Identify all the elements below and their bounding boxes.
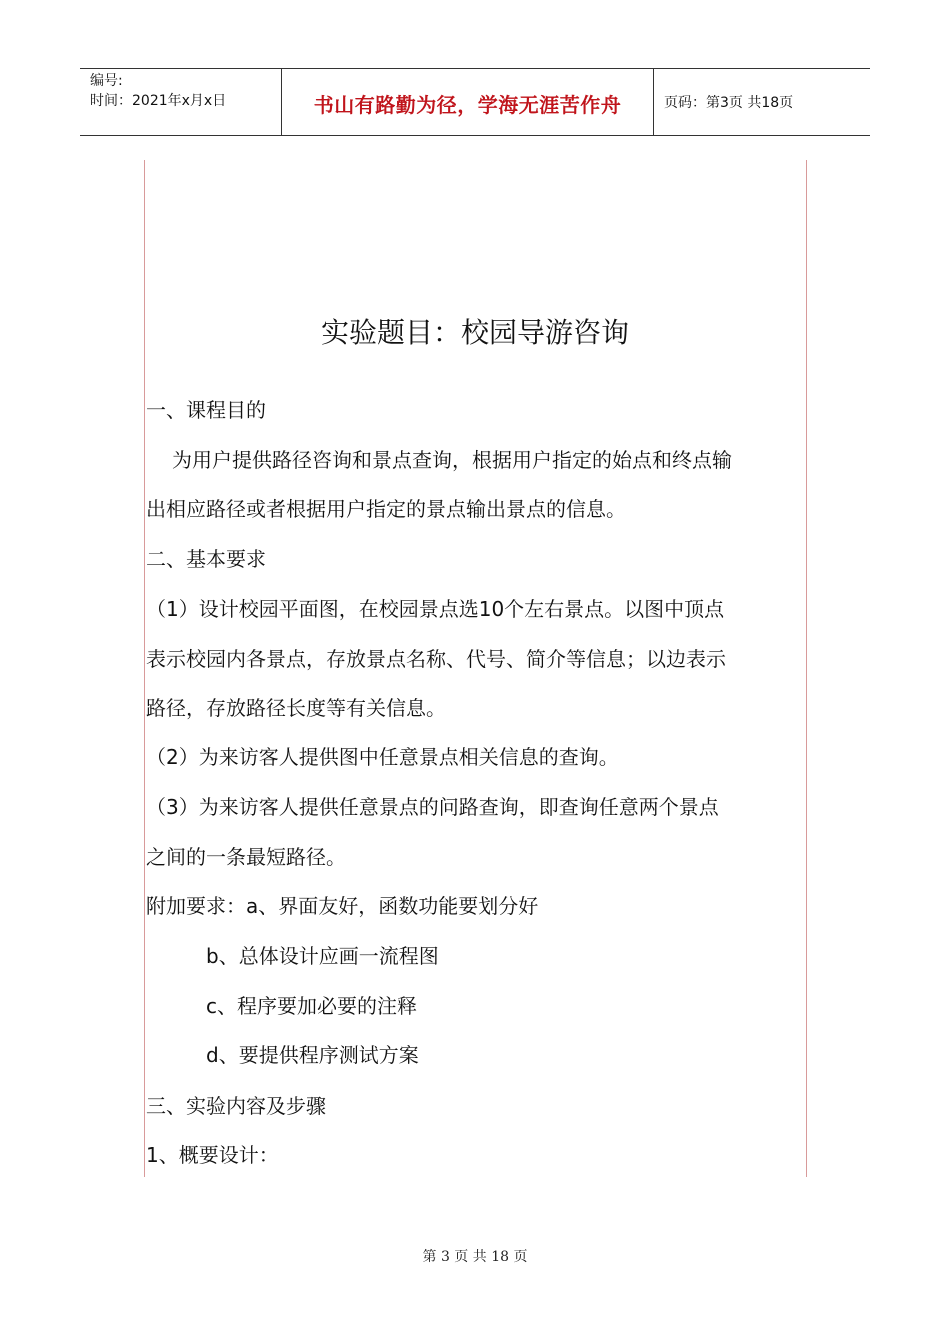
- step-1-heading: 1、概要设计：: [146, 1143, 279, 1167]
- header-meta-cell: [80, 69, 282, 135]
- purpose-text-line: 为用户提供路径咨询和景点查询，根据用户指定的始点和终点输: [172, 448, 732, 472]
- header-page-info: 页码：第3页 共18页: [664, 95, 794, 111]
- document-title: 实验题目：校园导游咨询: [320, 316, 629, 349]
- section-heading-requirements: 二、基本要求: [146, 547, 266, 571]
- page-header: [80, 68, 870, 136]
- requirement-3-line: （3）为来访客人提供任意景点的问路查询，即查询任意两个景点: [146, 795, 719, 819]
- header-motto-cell: [282, 69, 654, 135]
- purpose-text-line: 出相应路径或者根据用户指定的景点输出景点的信息。: [146, 497, 626, 521]
- extra-requirement-b: b、总体设计应画一流程图: [206, 944, 439, 968]
- requirement-2-line: （2）为来访客人提供图中任意景点相关信息的查询。: [146, 745, 619, 769]
- requirement-3-line: 之间的一条最短路径。: [146, 845, 346, 869]
- document-time-label: 时间：2021年x月x日: [90, 93, 227, 109]
- extra-requirement-a: 附加要求：a、界面友好，函数功能要划分好: [146, 894, 539, 918]
- extra-requirement-d: d、要提供程序测试方案: [206, 1043, 419, 1067]
- extra-requirement-c: c、程序要加必要的注释: [206, 994, 417, 1018]
- header-motto: 书山有路勤为径，学海无涯苦作舟: [313, 92, 622, 117]
- section-heading-content: 三、实验内容及步骤: [146, 1094, 326, 1118]
- header-page-cell: [654, 69, 870, 135]
- right-margin-rule: [806, 160, 807, 1177]
- section-heading-purpose: 一、课程目的: [146, 398, 266, 422]
- requirement-1-line: （1）设计校园平面图，在校园景点选10个左右景点。以图中顶点: [146, 597, 725, 621]
- requirement-1-line: 路径，存放路径长度等有关信息。: [146, 696, 446, 720]
- document-number-label: 编号:: [90, 73, 123, 89]
- requirement-1-line: 表示校园内各景点，存放景点名称、代号、简介等信息；以边表示: [146, 647, 726, 671]
- footer-page-number: 第 3 页 共 18 页: [422, 1249, 528, 1265]
- page-footer: [0, 1246, 950, 1266]
